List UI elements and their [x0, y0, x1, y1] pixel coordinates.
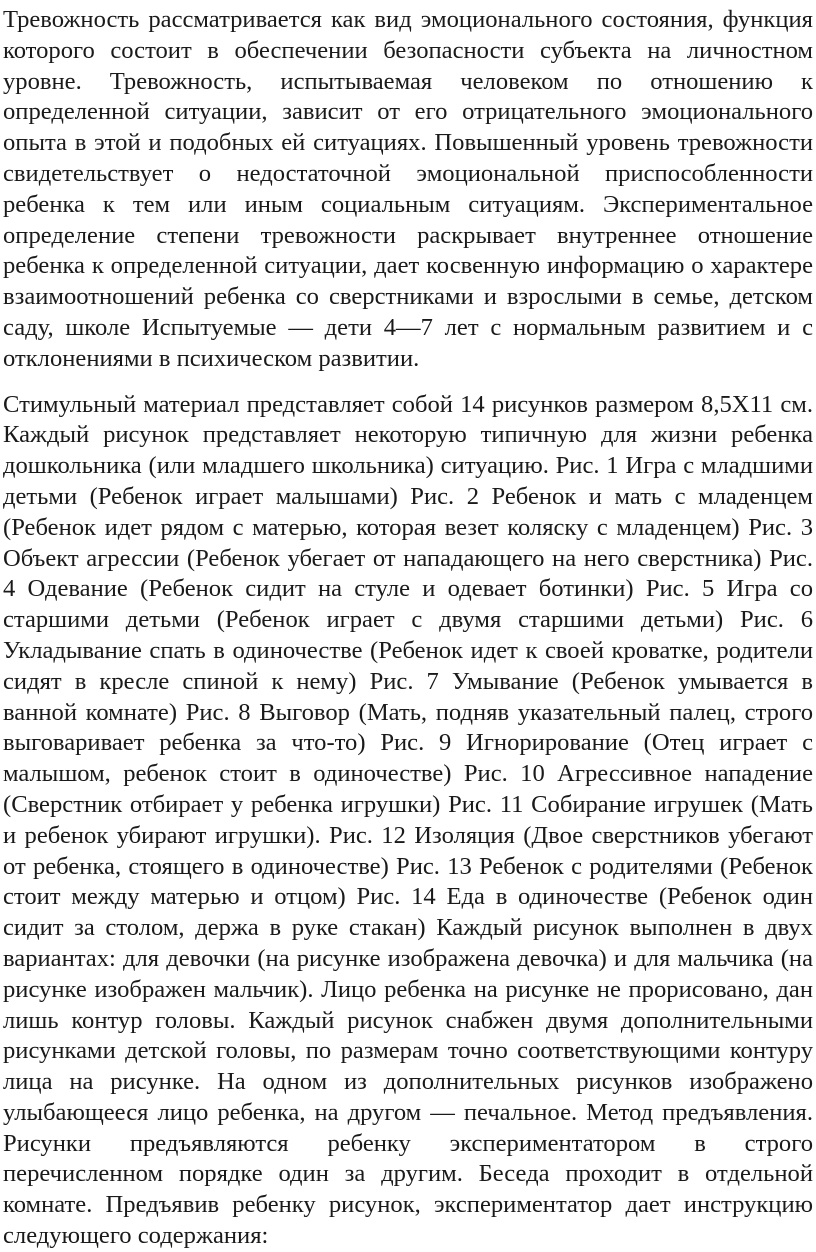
document-page [3, 0, 813, 1250]
paragraph-stimulus-material: Стимульный материал представляет собой 14 рисунков размером 8,5Х11 см. Каждый рисунок представляет некоторую типичную для жизни ребенка дошкольника (или младшего школьника) ситуацию. Рис. 1 Игра с младшими детьми (Ребенок играет малышами) Рис. 2 Ребенок и мать с младенцем (Ребенок идет рядом с матерью, которая везет коляску с младенцем) Рис. 3 Объект агрессии (Ребенок убегает от нападающего на него сверстника) Рис. 4 Одевание (Ребенок сидит на стуле и одевает ботинки) Рис. 5 Игра со старшими детьми (Ребенок играет с двумя старшими детьми) Рис. 6 Укладывание спать в одиночестве (Ребенок идет к своей кроватке, родители сидят в кресле спиной к нему) Рис. 7 Умывание (Ребенок умывается в ванной комнате) Рис. 8 Выговор (Мать, подняв указательный палец, строго выговаривает ребенка за что-то) Рис. 9 Игнорирование (Отец играет с малышом, ребенок стоит в одиночестве) Рис. 10 Агрессивное нападение (Сверстник отбирает у ребенка игрушки) Рис. 11 Собирание игрушек (Мать и ребенок убирают игрушки). Рис. 12 Изоляция (Двое сверстников убегают от ребенка, стоящего в одиночестве) Рис. 13 Ребенок с родителями (Ребенок стоит между матерью и отцом) Рис. 14 Еда в одиночестве (Ребенок один сидит за столом, держа в руке стакан) Каждый рисунок выполнен в двух вариантах: для девочки (на рисунке изображена девочка) и для мальчика (на рисунке изображен мальчик). Лицо ребенка на рисунке не прорисовано, дан лишь контур головы. Каждый рисунок снабжен двумя дополнительными рисунками детской головы, по размерам точно соответствующими контуру лица на рисунке. На одном из дополнительных рисунков изображено улыбающееся лицо ребенка, на другом — печальное. Метод предъявления. Рисунки предъявляются ребенку экспериментатором в строго перечисленном порядке один за другим. Беседа проходит в отдельной комнате. Предъявив ребенку рисунок, экспериментатор дает инструкцию следующего содержания: [3, 390, 813, 1250]
paragraph-anxiety-definition: Тревожность рассматривается как вид эмоционального состояния, функция которого состоит в обеспечении безопасности субъекта на личностном уровне. Тревожность, испытываемая человеком по отношению к определенной ситуации, зависит от его отрицательного эмоционального опыта в этой и подобных ей ситуациях. Повышенный уровень тревожности свидетельствует о недостаточной эмоциональной приспособленности ребенка к тем или иным социальным ситуациям. Экспериментальное определение степени тревожности раскрывает внутреннее отношение ребенка к определенной ситуации, дает косвенную информацию о характере взаимоотношений ребенка со сверстниками и взрослыми в семье, детском саду, школе Испытуемые — дети 4—7 лет с нормальным развитием и с отклонениями в психическом развитии. [3, 6, 813, 372]
